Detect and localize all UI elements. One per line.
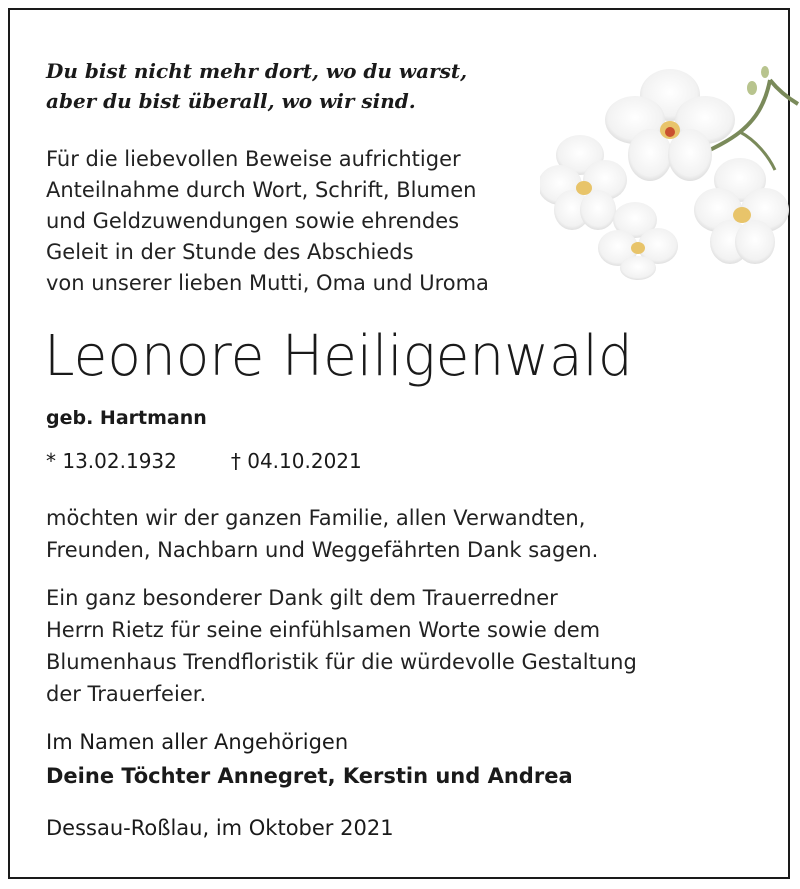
place-date: Dessau-Roßlau, im Oktober 2021	[46, 816, 394, 840]
intro-line-2: Anteilnahme durch Wort, Schrift, Blumen	[46, 178, 477, 202]
orchid-flower-3	[694, 158, 789, 264]
orchid-image	[540, 60, 800, 280]
intro-line-4: Geleit in der Stunde des Abschieds	[46, 240, 414, 264]
deceased-name: Leonore Heiligenwald	[44, 324, 633, 389]
motto-line-2: aber du bist überall, wo wir sind.	[46, 89, 416, 113]
special-thanks-line-2: Herrn Rietz für seine einfühlsamen Worte sowie dem	[46, 618, 601, 642]
special-thanks-line-1: Ein ganz besonderer Dank gilt dem Trauerredner	[46, 586, 558, 610]
special-thanks-line-4: der Trauerfeier.	[46, 682, 207, 706]
orchid-flower-1	[605, 69, 735, 181]
thanks-line-2: Freunden, Nachbarn und Weggefährten Dank sagen.	[46, 538, 599, 562]
intro-line-1: Für die liebevollen Beweise aufrichtiger	[46, 147, 461, 171]
birth-name: geb. Hartmann	[46, 407, 207, 429]
thanks-line-1: möchten wir der ganzen Familie, allen Verwandten,	[46, 506, 586, 530]
motto-line-1: Du bist nicht mehr dort, wo du warst,	[46, 59, 468, 83]
intro-line-3: und Geldzuwendungen sowie ehrendes	[46, 209, 460, 233]
life-dates	[46, 446, 362, 476]
signature-lead: Im Namen aller Angehörigen	[46, 730, 349, 754]
death-date: † 04.10.2021	[230, 449, 362, 473]
special-thanks-line-3: Blumenhaus Trendfloristik für die würdevolle Gestaltung	[46, 650, 637, 674]
birth-date: * 13.02.1932	[46, 449, 177, 473]
signature-names: Deine Töchter Annegret, Kerstin und Andrea	[46, 764, 573, 788]
intro-line-5: von unserer lieben Mutti, Oma und Uroma	[46, 271, 489, 295]
